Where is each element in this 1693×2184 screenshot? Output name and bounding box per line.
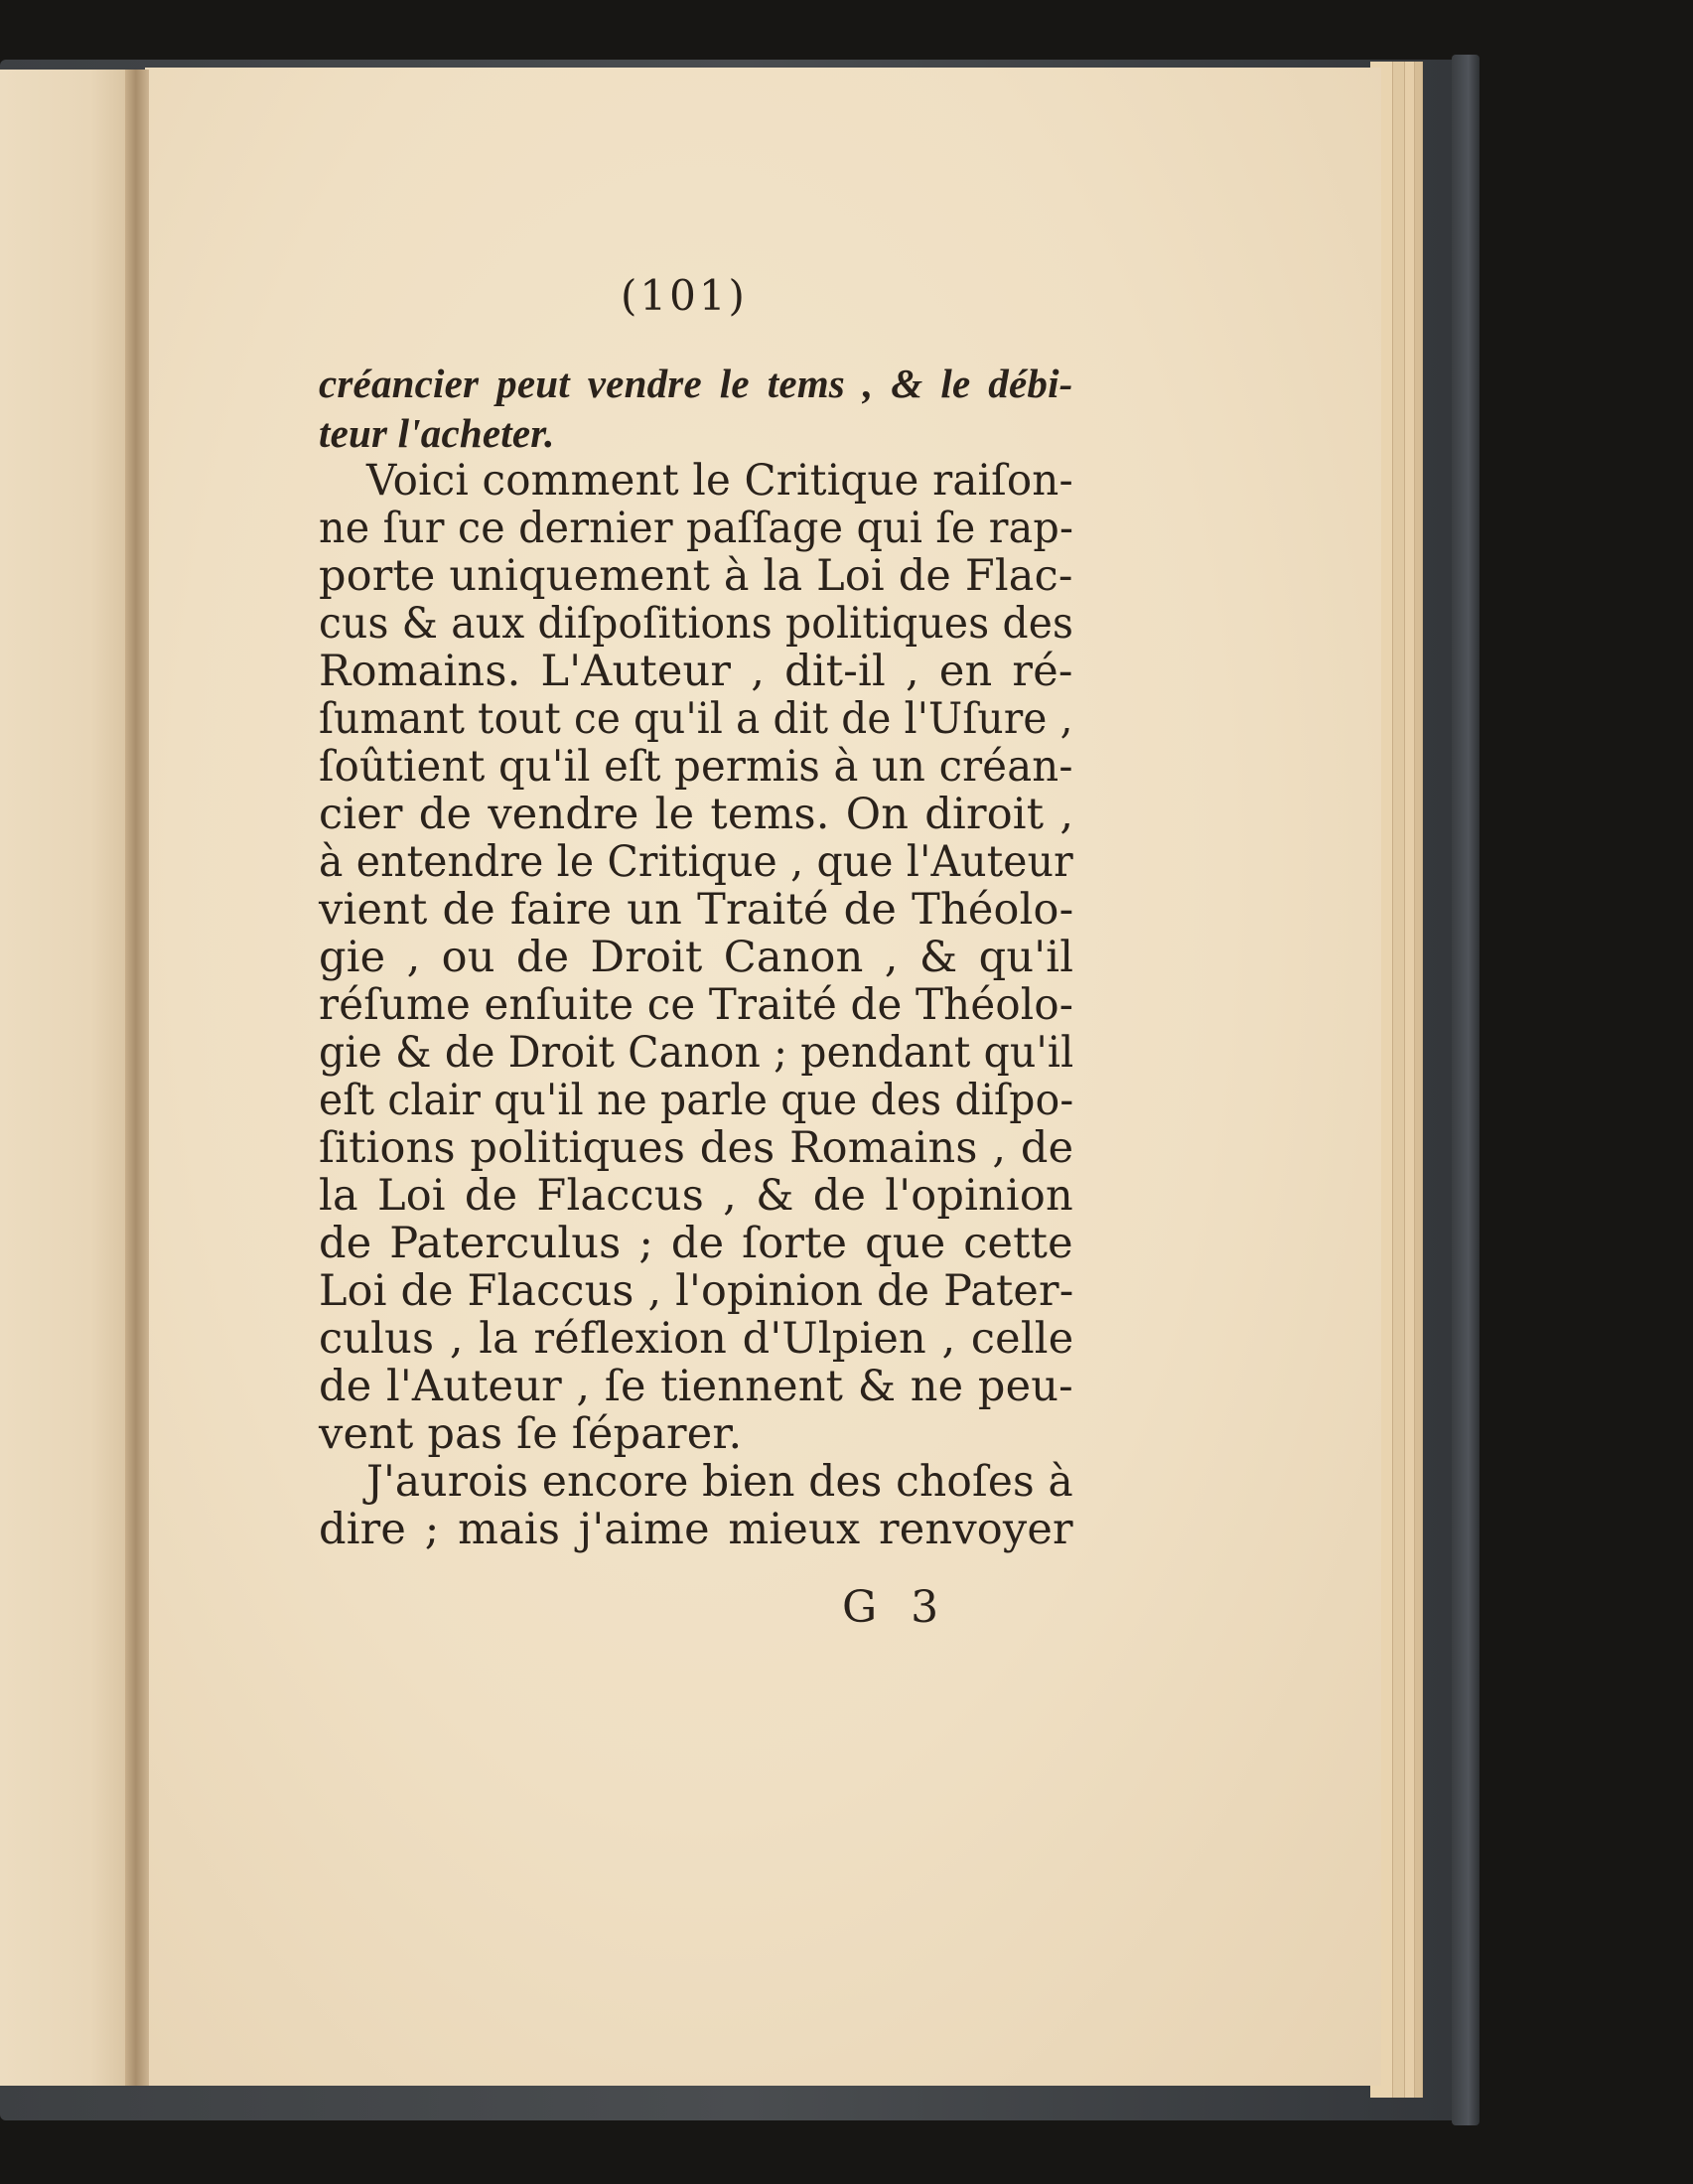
text-line: réſume enſuite ce Traité de Théolo-: [319, 980, 1074, 1030]
text-line: J'aurois encore bien des choſes à: [366, 1457, 1073, 1507]
text-line: dire ; mais j'aime mieux renvoyer: [319, 1505, 1073, 1554]
cover-edge: [1452, 55, 1480, 2125]
text-line: Voici comment le Critique raiſon-: [366, 456, 1073, 506]
text-line: créancier peut vendre le tems , & le débi-: [319, 361, 1073, 406]
text-line: cus & aux diſpoſitions politiques des: [319, 599, 1074, 649]
text-line: vent pas ſe ſéparer.: [319, 1409, 743, 1459]
signature-mark: G 3: [842, 1582, 949, 1633]
text-line: Romains. L'Auteur , dit-il , en ré-: [319, 647, 1073, 696]
text-line: eſt clair qu'il ne parle que des diſpo-: [319, 1076, 1074, 1125]
text-line: cier de vendre le tems. On diroit ,: [319, 790, 1074, 839]
text-line: culus , la réflexion d'Ulpien , celle: [319, 1314, 1074, 1364]
text-line: de l'Auteur , ſe tiennent & ne peu-: [319, 1362, 1073, 1411]
text-line: ne ſur ce dernier paſſage qui ſe rap-: [319, 504, 1074, 553]
page-number: (101): [621, 271, 748, 320]
text-line: ſumant tout ce qu'il a dit de l'Uſure ,: [319, 694, 1073, 744]
text-line: à entendre le Critique , que l'Auteur: [319, 837, 1073, 887]
text-line: Loi de Flaccus , l'opinion de Pater-: [319, 1266, 1074, 1316]
book-gutter: [125, 70, 149, 2086]
left-page: [0, 70, 129, 2086]
text-line: gie , ou de Droit Canon , & qu'il: [319, 933, 1074, 982]
text-line: gie & de Droit Canon ; pendant qu'il: [319, 1028, 1074, 1078]
text-line: de Paterculus ; de ſorte que cette: [319, 1219, 1073, 1268]
text-line: porte uniquement à la Loi de Flac-: [319, 551, 1073, 601]
text-line: vient de faire un Traité de Théolo-: [319, 885, 1074, 935]
text-line: la Loi de Flaccus , & de l'opinion: [319, 1171, 1073, 1221]
text-line: ſitions politiques des Romains , de: [319, 1123, 1074, 1173]
text-line: teur l'acheter.: [319, 410, 555, 456]
text-line: ſoûtient qu'il eſt permis à un créan-: [319, 742, 1073, 792]
